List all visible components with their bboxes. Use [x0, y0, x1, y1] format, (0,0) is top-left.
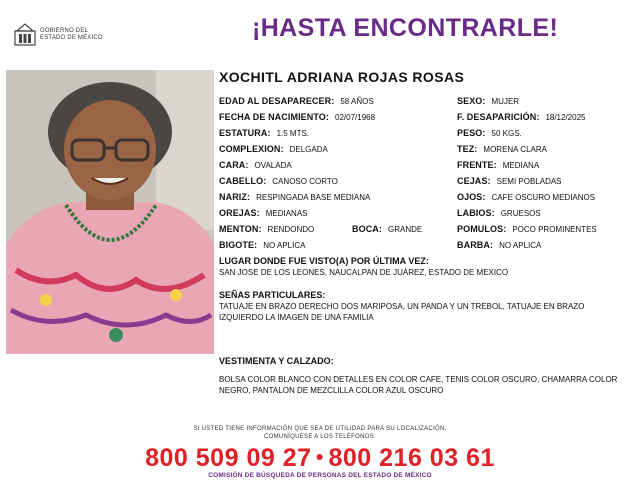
- gov-line-1: GOBIERNO DEL: [40, 28, 89, 34]
- gov-line-2: ESTADO DE MÉXICO: [40, 35, 103, 41]
- clothing-heading: VESTIMENTA Y CALZADO:: [219, 356, 334, 366]
- phone-number-1[interactable]: 800 509 09 27: [145, 444, 312, 472]
- field-cara: CARA: OVALADA: [219, 160, 292, 170]
- person-name: XOCHITL ADRIANA ROJAS ROSAS: [219, 69, 465, 85]
- field-sexo: SEXO: MUJER: [457, 96, 520, 106]
- headline: ¡HASTA ENCONTRARLE!: [252, 14, 559, 42]
- footer-note-line-2: COMUNÍQUESE A LOS TELÉFONOS:: [264, 433, 376, 440]
- field-fecha-nacimiento: FECHA DE NACIMIENTO: 02/07/1968: [219, 112, 376, 122]
- field-pomulos: POMULOS: POCO PROMINENTES: [457, 224, 597, 234]
- clothing-value: BOLSA COLOR BLANCO CON DETALLES EN COLOR CAFE, TENIS COLOR OSCURO, CHAMARRA COLOR NEGRO, PANTALON DE MEZCLILLA COLOR AZUL OSCURO: [219, 375, 618, 395]
- field-frente: FRENTE: MEDIANA: [457, 160, 540, 170]
- phone-number-2[interactable]: 800 216 03 61: [328, 444, 495, 472]
- government-logo: [14, 22, 124, 52]
- bullet-separator-icon: ●: [315, 448, 325, 464]
- particular-marks-value: TATUAJE EN BRAZO DERECHO DOS MARIPOSA, UN PANDA Y UN TREBOL, TATUAJE EN BRAZO IZQUIERDO LA IMAGEN DE UNA FAMILIA: [219, 302, 585, 322]
- field-tez: TEZ: MORENA CLARA: [457, 144, 547, 154]
- field-peso: PESO: 50 KGS.: [457, 128, 522, 138]
- field-edad: EDAD AL DESAPARECER: 58 AÑOS: [219, 96, 374, 106]
- field-ojos: OJOS: CAFE OSCURO MEDIANOS: [457, 192, 596, 202]
- missing-person-photo: [6, 70, 214, 354]
- field-complexion: COMPLEXION: DELGADA: [219, 144, 328, 154]
- field-barba: BARBA: NO APLICA: [457, 240, 542, 250]
- footer-note: [0, 426, 640, 441]
- field-boca: BOCA: GRANDE: [352, 224, 423, 234]
- last-seen-heading: LUGAR DONDE FUE VISTO(A) POR ÚLTIMA VEZ:: [219, 256, 429, 266]
- particular-marks-heading: SEÑAS PARTICULARES:: [219, 290, 326, 300]
- field-cabello: CABELLO: CANOSO CORTO: [219, 176, 338, 186]
- field-menton: MENTON: RENDONDO: [219, 224, 315, 234]
- field-nariz: NARIZ: RESPINGADA BASE MEDIANA: [219, 192, 371, 202]
- state-seal-icon: [14, 22, 36, 46]
- field-orejas: OREJAS: MEDIANAS: [219, 208, 308, 218]
- last-seen-value: SAN JOSE DE LOS LEONES, NAUCALPAN DE JUÁREZ, ESTADO DE MEXICO: [219, 268, 509, 277]
- phone-numbers: [0, 444, 640, 473]
- field-labios: LABIOS: GRUESOS: [457, 208, 541, 218]
- field-bigote: BIGOTE: NO APLICA: [219, 240, 306, 250]
- field-estatura: ESTATURA: 1.5 MTS.: [219, 128, 310, 138]
- field-fecha-desaparicion: F. DESAPARICIÓN: 18/12/2025: [457, 112, 586, 122]
- field-cejas: CEJAS: SEMI POBLADAS: [457, 176, 562, 186]
- footer-note-line-1: SI USTED TIENE INFORMACIÓN QUE SEA DE UTILIDAD PARA SU LOCALIZACIÓN,: [193, 426, 447, 432]
- commission-name: COMISIÓN DE BÚSQUEDA DE PERSONAS DEL ESTADO DE MÉXICO: [208, 472, 432, 479]
